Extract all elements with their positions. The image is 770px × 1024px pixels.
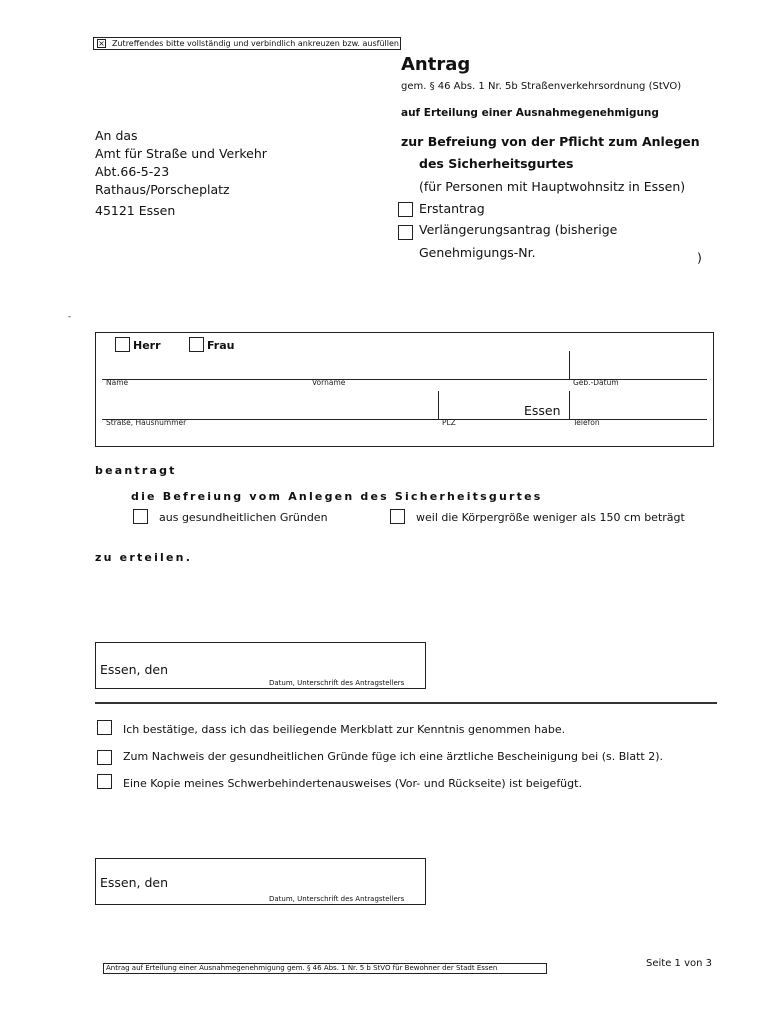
- phone-divider: [569, 391, 570, 419]
- first-application-checkbox[interactable]: [398, 202, 413, 217]
- signature-box-2[interactable]: [95, 858, 426, 905]
- renewal-label: Verlängerungsantrag (bisherige: [419, 222, 618, 237]
- instruction-box: [93, 37, 401, 50]
- renewal-number-input[interactable]: [545, 245, 695, 261]
- address-line5: 45121 Essen: [95, 203, 176, 218]
- address-line2: Amt für Straße und Verkehr: [95, 146, 267, 161]
- person-data-box: [95, 332, 714, 447]
- closing-paren: ): [697, 250, 702, 265]
- address-block: [95, 127, 267, 220]
- confirm-medical-checkbox[interactable]: [97, 750, 112, 765]
- purpose-note: (für Personen mit Hauptwohnsitz in Essen): [419, 179, 686, 194]
- phone-input[interactable]: [572, 396, 702, 418]
- birthdate-label: Geb.-Datum: [573, 378, 619, 387]
- birthdate-input[interactable]: [572, 355, 702, 377]
- stray-mark: -: [68, 312, 71, 321]
- birthdate-divider: [569, 351, 570, 379]
- street-label: Straße, Hausnummer: [106, 418, 187, 427]
- name-label: Name: [106, 378, 129, 387]
- renewal-checkbox[interactable]: [398, 225, 413, 240]
- checked-box-icon: ×: [98, 39, 105, 48]
- instruction-text: Zutreffendes bitte vollständig und verbindlich ankreuzen bzw. ausfüllen: [112, 39, 399, 48]
- health-reason-label: aus gesundheitlichen Gründen: [159, 511, 328, 524]
- address-line3: Abt.66-5-23: [95, 164, 170, 179]
- row2-line: [102, 419, 707, 420]
- purpose-line1: zur Befreiung von der Pflicht zum Anlegen: [401, 134, 700, 149]
- request-verb: beantragt: [95, 464, 177, 477]
- footer-form-title-box: [103, 963, 547, 974]
- request-closing: zu erteilen.: [95, 551, 193, 564]
- confirm-leaflet-label: Ich bestätige, dass ich das beiliegende Merkblatt zur Kenntnis genommen habe.: [123, 723, 566, 736]
- signature-caption-1: Datum, Unterschrift des Antragstellers: [269, 679, 405, 687]
- phone-label: Telefon: [573, 418, 600, 427]
- address-line4: Rathaus/Porscheplatz: [95, 182, 230, 197]
- form-subtitle: auf Erteilung einer Ausnahmegenehmigung: [401, 107, 659, 119]
- city-value: Essen: [524, 403, 561, 418]
- page-number: Seite 1 von 3: [646, 958, 712, 969]
- confirm-disability-checkbox[interactable]: [97, 774, 112, 789]
- request-heading: die Befreiung vom Anlegen des Sicherheitsgurtes: [131, 490, 543, 503]
- height-reason-checkbox[interactable]: [390, 509, 405, 524]
- signature-box-1[interactable]: [95, 642, 426, 689]
- herr-checkbox[interactable]: [115, 337, 130, 352]
- frau-label: Frau: [207, 339, 235, 352]
- street-input[interactable]: [102, 396, 432, 418]
- renewal-number-label: Genehmigungs-Nr.: [419, 245, 536, 260]
- place-date-label-1: Essen, den: [100, 662, 169, 677]
- confirm-leaflet-checkbox[interactable]: [97, 720, 112, 735]
- herr-label: Herr: [133, 339, 161, 352]
- address-line1: An das: [95, 128, 138, 143]
- footer-form-title: Antrag auf Erteilung einer Ausnahmegenehmigung gem. § 46 Abs. 1 Nr. 5 b StVO für Bewohner der Stadt Essen: [106, 964, 498, 972]
- legal-basis: gem. § 46 Abs. 1 Nr. 5b Straßenverkehrsordnung (StVO): [401, 81, 682, 92]
- signature-caption-2: Datum, Unterschrift des Antragstellers: [269, 895, 405, 903]
- place-date-label-2: Essen, den: [100, 875, 169, 890]
- height-reason-label: weil die Körpergröße weniger als 150 cm beträgt: [416, 511, 685, 524]
- zip-divider: [438, 391, 439, 419]
- firstname-input[interactable]: [310, 355, 560, 377]
- frau-checkbox[interactable]: [189, 337, 204, 352]
- health-reason-checkbox[interactable]: [133, 509, 148, 524]
- confirm-disability-label: Eine Kopie meines Schwerbehindertenausweises (Vor- und Rückseite) ist beigefügt.: [123, 777, 582, 790]
- form-title: Antrag: [401, 54, 471, 75]
- section-divider: [95, 702, 717, 704]
- purpose-line2: des Sicherheitsgurtes: [419, 156, 574, 171]
- name-input[interactable]: [102, 355, 302, 377]
- firstname-label: Vorname: [312, 378, 346, 387]
- first-application-label: Erstantrag: [419, 201, 485, 216]
- zip-label: PLZ: [442, 418, 456, 427]
- confirm-medical-label: Zum Nachweis der gesundheitlichen Gründe füge ich eine ärztliche Bescheinigung bei (s. Blatt 2).: [123, 750, 664, 763]
